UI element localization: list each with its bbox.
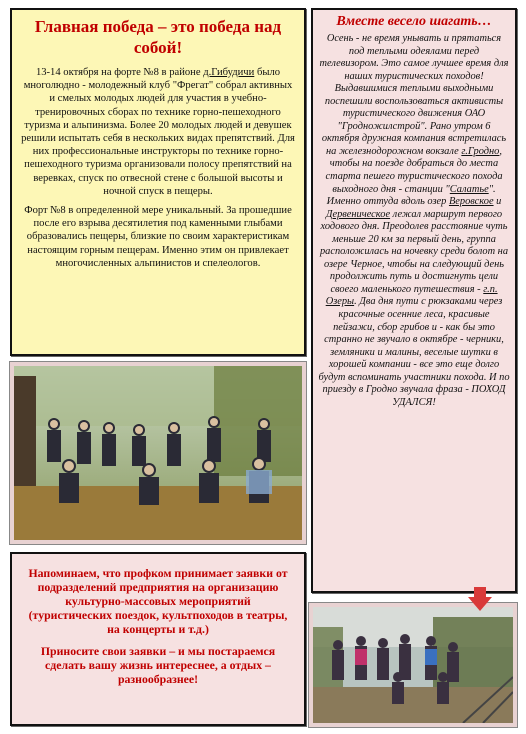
text-run: Осень - не время унывать и прятаться под теплыми одеялами перед телевизором. Это самое лучшее время для наших туристических походов! Выдавшимися теплыми выходными поспешили воспользоваться активисты туристического движения ОАО "Гродножилстрой". Рано утром 6 октября дружная компания встретилась на железнодорожном вокзале <box>319 33 509 157</box>
place-name: г.Гродно <box>461 145 500 157</box>
text-run: 13-14 октября на форте №8 в районе <box>35 67 204 78</box>
left-article-box <box>10 8 306 356</box>
notice-paragraph-2: Приносите свои заявки – и мы постараемся сделать вашу жизнь интереснее, а отдых – разнообразнее! <box>40 644 276 686</box>
place-name: Веровское <box>448 196 494 208</box>
group-photo-fort <box>10 362 306 544</box>
place-name: Салатье <box>449 183 489 195</box>
notice-box <box>10 552 306 726</box>
text-run: , чтобы на поезде добраться до места старта пешего туристического похода выходного дня - станции " <box>325 145 503 195</box>
notice-paragraph-1: Напоминаем, что профком принимает заявки от подразделений предприятия на организацию культурно-массовых мероприятий (туристических поездок, культпоходов в театры, на концерты и т.д.) <box>28 566 288 636</box>
place-name: д.Гибудичи <box>203 67 255 78</box>
right-article-text <box>318 33 510 409</box>
left-article-paragraph-2: Форт №8 в определенной мере уникальный. За прошедшие после его взрыва десятилетия под каменными глыбами образовались пещеры, близкие по своим характеристикам настоящим горным пещерам. Именно этим он привлекает многочисленных альпинистов и спелеологов. <box>24 205 292 269</box>
group-photo-fort-image <box>14 366 302 540</box>
left-article-paragraph-1 <box>20 66 296 198</box>
left-article-title: Главная победа – это победа над собой! <box>34 17 282 57</box>
group-photo-railway <box>309 603 517 727</box>
text-run: было многолюдно - молодежный клуб "Фрегат" собрал активных и смелых молодых людей для участия в учебно-тренировочных сборах по технике горно-пешеходного туризма и альпинизма. Более 20 молодых людей и девушек решили испытать себя в нескольких видах препятствий. Для них профессиональные инструкторы по технике горно-пешеходного туризма организовали полосу препятствий на веревках, спуск по отвесной стене с большой высоты и ночной спуск в пещеры. <box>21 67 295 197</box>
place-name: Дервеническое <box>325 208 391 220</box>
right-article-title: Вместе весело шагать… <box>336 14 492 29</box>
right-article-box <box>311 8 517 593</box>
place-name: г.п. Озеры <box>325 283 498 308</box>
text-run: и <box>493 196 502 208</box>
text-run: . Два дня пути с рюкзаками через красочные осенние леса, красивые пейзажи, сбор грибов и - как бы это странно не звучало в октябре - черники, земляники и малины, веселые шутки в хорошей компании - все это еще долго будут вспоминать участники похода. И по приезду в Гродно звучала фраза - ПОХОД УДАЛСЯ! <box>318 296 510 408</box>
text-run: лежал маршрут первого ходового дня. Преодолев расстояние чуть меньше 20 км за первый день, группа расположилась на ночевку среди болот на озере Черное, чтобы на следующий день продолжить путь и достигнуть цели своего маленького путешествия - <box>319 208 509 295</box>
down-arrow-icon <box>468 587 492 611</box>
text-run: ". Именно оттуда вдоль озер <box>326 183 496 208</box>
group-photo-railway-image <box>313 607 513 723</box>
